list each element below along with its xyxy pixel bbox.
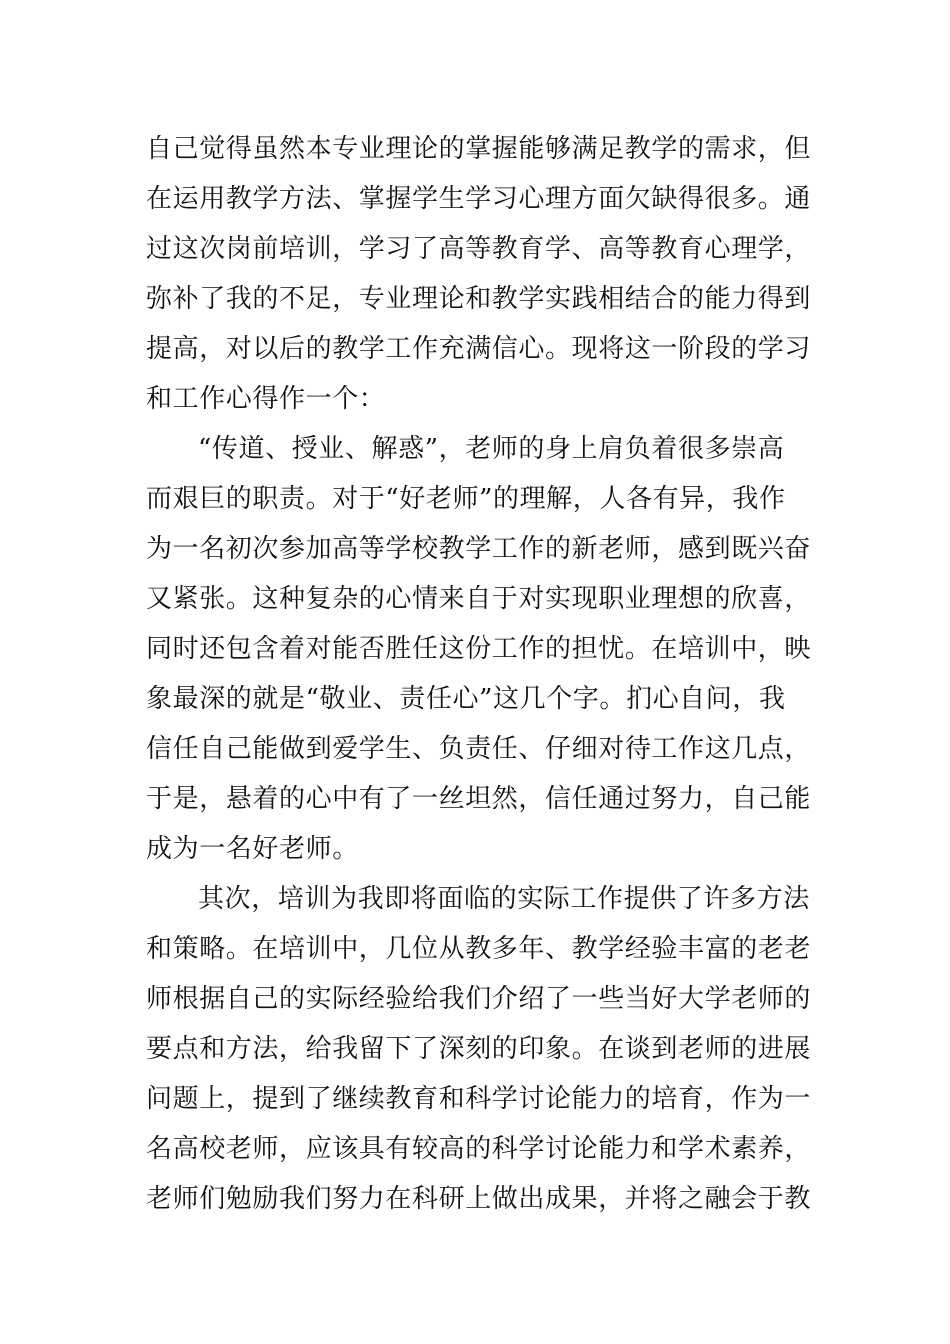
text-line: 象最深的就是“敬业、责任心”这几个字。扪心自问，我 <box>146 684 786 714</box>
text-line: 弥补了我的不足，专业理论和教学实践相结合的能力得到 <box>146 284 811 314</box>
text-line: 信任自己能做到爱学生、负责任、仔细对待工作这几点， <box>146 734 811 764</box>
text-line: 过这次岗前培训，学习了高等教育学、高等教育心理学， <box>146 234 811 264</box>
paragraph-first-line: “传道、授业、解惑”，老师的身上肩负着很多崇高 <box>198 434 785 464</box>
text-line: 自己觉得虽然本专业理论的掌握能够满足教学的需求，但 <box>146 134 811 164</box>
text-line: 要点和方法，给我留下了深刻的印象。在谈到老师的进展 <box>146 1034 811 1064</box>
text-line: 提高，对以后的教学工作充满信心。现将这一阶段的学习 <box>146 334 811 364</box>
text-line: 又紧张。这种复杂的心情来自于对实现职业理想的欣喜， <box>146 584 811 614</box>
text-line: 成为一名好老师。 <box>146 834 359 864</box>
text-line: 为一名初次参加高等学校教学工作的新老师，感到既兴奋 <box>146 534 811 564</box>
text-line: 老师们勉励我们努力在科研上做出成果，并将之融会于教 <box>146 1184 811 1214</box>
text-line: 同时还包含着对能否胜任这份工作的担忧。在培训中，映 <box>146 634 811 664</box>
text-line: 问题上，提到了继续教育和科学讨论能力的培育，作为一 <box>146 1084 811 1114</box>
text-line: 师根据自己的实际经验给我们介绍了一些当好大学老师的 <box>146 984 811 1014</box>
text-line: 和策略。在培训中，几位从教多年、教学经验丰富的老老 <box>146 934 811 964</box>
text-line: 和工作心得作一个： <box>146 384 386 414</box>
body-text <box>146 124 811 1224</box>
text-line: 在运用教学方法、掌握学生学习心理方面欠缺得很多。通 <box>146 184 811 214</box>
text-line: 名高校老师，应该具有较高的科学讨论能力和学术素养， <box>146 1134 811 1164</box>
text-line: 于是，悬着的心中有了一丝坦然，信任通过努力，自己能 <box>146 784 811 814</box>
paragraph-first-line: 其次，培训为我即将面临的实际工作提供了许多方法 <box>198 884 810 914</box>
text-line: 而艰巨的职责。对于“好老师”的理解，人各有异，我作 <box>146 484 786 514</box>
